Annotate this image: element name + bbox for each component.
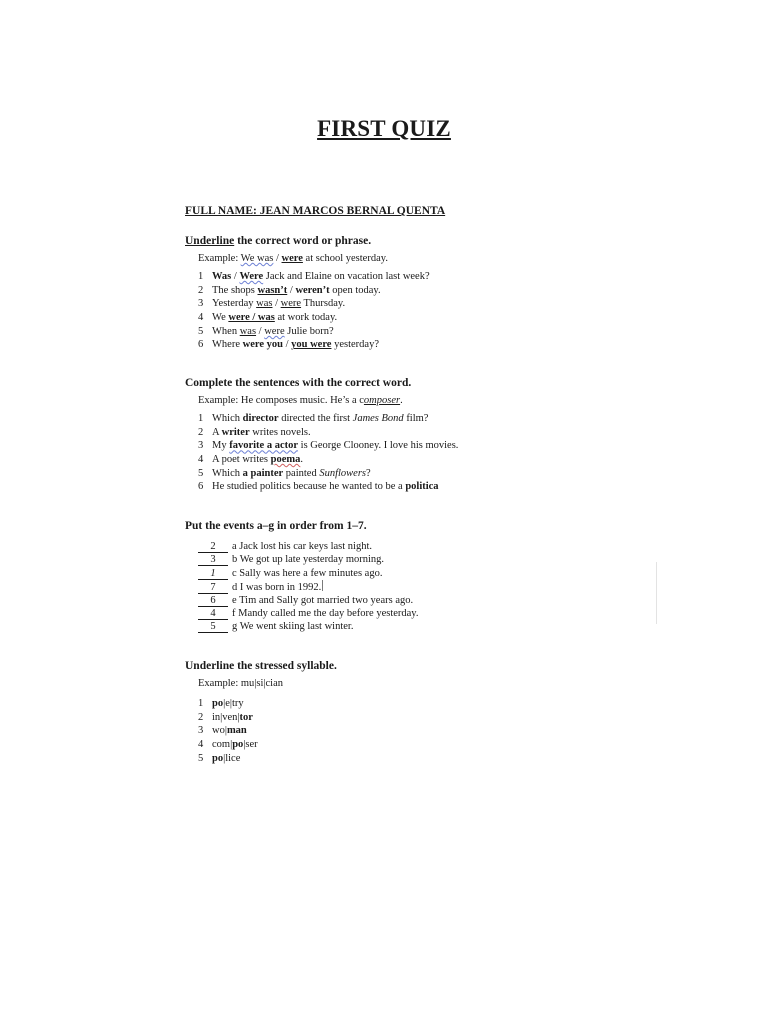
list-item <box>185 467 705 481</box>
item-number: 5 <box>198 467 204 479</box>
order-answer: 4 <box>198 608 228 620</box>
heading-underline-word: Underline <box>185 235 235 247</box>
item-text: . <box>300 454 303 466</box>
stressed-syllable: po <box>212 698 224 709</box>
list-item <box>185 724 705 738</box>
full-name-line: FULL NAME: JEAN MARCOS BERNAL QUENTA <box>185 205 446 217</box>
item-text: Thursday. <box>301 298 346 310</box>
item-text: writes novels. <box>249 426 311 438</box>
item-text: Jack and Elaine on vacation last week? <box>263 271 430 282</box>
order-row <box>185 620 705 633</box>
item-text: A <box>212 426 222 438</box>
section-heading <box>185 659 705 674</box>
order-row <box>185 607 705 620</box>
option-sep: / <box>282 339 292 351</box>
order-row <box>185 553 705 566</box>
option-b: you were <box>291 339 332 351</box>
list-item <box>185 752 705 766</box>
item-text: directed the first <box>278 413 353 424</box>
item-number: 2 <box>198 426 204 438</box>
item-number: 4 <box>198 454 204 466</box>
event-letter: c <box>232 567 237 579</box>
question-list <box>185 270 705 352</box>
order-list <box>185 540 705 634</box>
list-item <box>185 284 705 298</box>
item-number: 5 <box>198 752 204 764</box>
option-a: were / was <box>228 312 275 324</box>
option-a: was <box>239 325 257 337</box>
order-answer: 1 <box>198 568 228 580</box>
item-text: When <box>212 325 240 337</box>
option-sep: / <box>287 284 296 296</box>
example-option-b: were <box>281 253 303 264</box>
syllable-rest: |e|try <box>223 698 244 709</box>
example-prefix: Example: <box>198 253 241 264</box>
list-item <box>185 480 705 494</box>
item-number: 1 <box>198 698 204 709</box>
list-item <box>185 412 705 426</box>
option-a: wasn’t <box>257 284 288 296</box>
syllable-rest: |lice <box>223 752 241 764</box>
list-item <box>185 453 705 467</box>
item-number: 6 <box>198 339 204 351</box>
list-item <box>185 338 705 352</box>
item-text: We <box>212 312 229 324</box>
order-answer: 5 <box>198 621 228 633</box>
item-text: ? <box>366 467 371 479</box>
page-title: FIRST QUIZ <box>317 116 451 141</box>
page-edge-divider <box>656 562 657 624</box>
item-text: is George Clooney. I love his movies. <box>298 440 459 452</box>
item-text: A poet writes <box>212 454 271 466</box>
example-suffix: at school yesterday. <box>302 253 388 264</box>
syllable-pre: com| <box>212 739 233 751</box>
item-text: open today. <box>329 284 381 296</box>
event-text: Jack lost his car keys last night. <box>239 541 372 552</box>
order-answer: 3 <box>198 554 228 566</box>
item-number: 3 <box>198 440 204 452</box>
order-row <box>185 540 705 553</box>
option-b: were <box>264 325 285 337</box>
syllable-pre: in|ven| <box>212 711 240 723</box>
heading-rest: the correct word or phrase. <box>234 235 372 247</box>
section-complete-sentences <box>185 376 705 494</box>
item-number: 2 <box>198 711 204 723</box>
section-heading <box>185 234 705 249</box>
answer-word: poema <box>270 454 301 466</box>
example-line <box>198 394 705 408</box>
answer-word: favorite a actor <box>229 440 299 452</box>
item-number: 5 <box>198 325 204 337</box>
event-letter: g <box>232 621 238 633</box>
event-text: We went skiing last winter. <box>239 621 354 633</box>
item-text: Julie born? <box>284 325 334 337</box>
stressed-syllable: po <box>212 752 224 764</box>
option-a: was <box>256 298 273 310</box>
example-option-a: We was <box>240 253 274 264</box>
list-item <box>185 297 705 311</box>
item-number: 3 <box>198 725 204 737</box>
syllable-pre: wo| <box>212 725 227 737</box>
event-text: Tim and Sally got married two years ago. <box>239 594 414 606</box>
section-heading: Complete the sentences with the correct word. <box>185 377 412 389</box>
list-item <box>185 738 705 752</box>
list-item <box>185 711 705 725</box>
option-sep: / <box>231 271 240 282</box>
stressed-syllable: po <box>232 739 244 751</box>
option-sep: / <box>256 325 265 337</box>
item-text: He studied politics because he wanted to be a <box>212 481 406 493</box>
item-number: 1 <box>198 271 204 282</box>
item-text: My <box>212 440 230 452</box>
item-number: 3 <box>198 298 204 310</box>
event-text: Sally was here a few minutes ago. <box>239 567 383 579</box>
example-line: Example: mu|si|cian <box>198 678 283 689</box>
item-text: Which <box>212 467 243 479</box>
answer-word: a painter <box>242 467 284 479</box>
question-list <box>185 412 705 494</box>
answer-word: director <box>242 413 279 424</box>
syllable-rest: |ser <box>243 739 258 751</box>
option-b: weren’t <box>295 284 330 296</box>
example-line <box>198 252 705 266</box>
answer-word: politica <box>405 481 439 493</box>
event-letter: b <box>232 554 238 566</box>
text-cursor <box>322 580 323 591</box>
event-text: Mandy called me the day before yesterday. <box>238 607 419 619</box>
item-number: 4 <box>198 312 204 324</box>
item-number: 4 <box>198 739 204 751</box>
order-answer: 2 <box>198 541 228 553</box>
item-text: yesterday? <box>331 339 379 351</box>
item-number: 1 <box>198 413 204 424</box>
order-row <box>185 594 705 607</box>
list-item <box>185 270 705 284</box>
item-text: The shops <box>212 284 258 296</box>
list-item <box>185 439 705 453</box>
event-letter: f <box>232 607 236 619</box>
option-b: Were <box>239 271 264 282</box>
list-item <box>185 426 705 440</box>
list-item <box>185 697 705 711</box>
item-number: 6 <box>198 481 204 493</box>
section-heading: Put the events a–g in order from 1–7. <box>185 520 367 532</box>
item-italic: Sunflowers <box>319 467 366 479</box>
item-text: painted <box>283 467 320 479</box>
event-text: I was born in 1992. <box>239 582 322 594</box>
section-order-events <box>185 519 705 634</box>
item-italic: James Bond <box>352 413 404 424</box>
section-underline-word <box>185 234 705 352</box>
item-text: at work today. <box>274 312 338 324</box>
example-suffix: . <box>400 395 403 406</box>
item-text: Yesterday <box>212 298 257 310</box>
list-item <box>185 325 705 339</box>
item-text: film? <box>403 413 429 424</box>
option-a: Was <box>212 271 232 282</box>
stressed-syllable: tor <box>239 711 253 723</box>
event-letter: e <box>232 594 237 606</box>
item-number: 2 <box>198 284 204 296</box>
item-text: Which <box>212 413 243 424</box>
item-text: Where <box>212 339 243 351</box>
event-letter: a <box>232 541 237 552</box>
syllable-list <box>185 697 705 765</box>
answer-word: writer <box>221 426 250 438</box>
order-row <box>185 580 705 593</box>
option-a: were you <box>242 339 283 351</box>
example-answer: omposer <box>363 395 401 406</box>
heading-underline-word: Underline <box>185 660 235 672</box>
order-answer: 6 <box>198 595 228 607</box>
example-sep: / <box>273 253 282 264</box>
list-item <box>185 311 705 325</box>
option-b: were <box>280 298 302 310</box>
event-letter: d <box>232 582 238 594</box>
event-text: We got up late yesterday morning. <box>239 554 385 566</box>
stressed-syllable: man <box>226 725 247 737</box>
heading-rest: the stressed syllable. <box>234 660 337 672</box>
order-row <box>185 567 705 580</box>
option-sep: / <box>272 298 281 310</box>
order-answer: 7 <box>198 582 228 594</box>
section-stressed-syllable <box>185 659 705 765</box>
example-prefix: Example: He composes music. He’s a c <box>198 395 364 406</box>
